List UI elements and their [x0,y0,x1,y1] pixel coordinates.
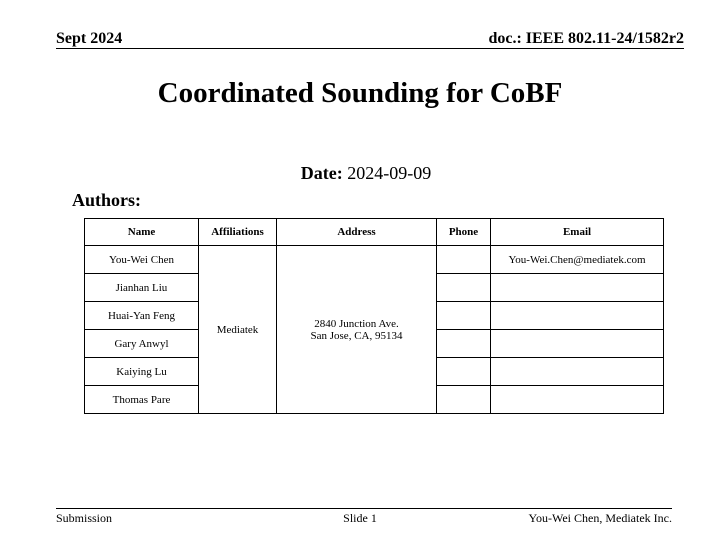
author-email [491,358,664,386]
header-date: Sept 2024 [56,30,123,47]
footer-author: You-Wei Chen, Mediatek Inc. [528,511,672,525]
author-email [491,386,664,414]
author-email [491,330,664,358]
author-phone [437,274,491,302]
author-name: Kaiying Lu [85,358,199,386]
col-header-address: Address [277,219,437,246]
author-phone [437,386,491,414]
author-phone [437,246,491,274]
author-email: You-Wei.Chen@mediatek.com [491,246,664,274]
author-phone [437,330,491,358]
author-name: Thomas Pare [85,386,199,414]
date-label: Date: [300,163,343,183]
footer-submission: Submission [56,511,113,525]
address-line-1: 2840 Junction Ave. [314,317,399,330]
header-divider [56,48,684,49]
col-header-email: Email [491,219,664,246]
author-email [491,274,664,302]
author-address [277,246,437,414]
col-header-phone: Phone [437,219,491,246]
date-line [0,163,720,184]
footer-slide-number: Slide 1 [343,511,377,525]
header-doc-id: doc.: IEEE 802.11-24/1582r2 [488,30,684,47]
author-name: You-Wei Chen [85,246,199,274]
col-header-affiliations: Affiliations [199,219,277,246]
author-name: Jianhan Liu [85,274,199,302]
address-line-2: San Jose, CA, 95134 [310,329,403,342]
date-value: 2024-09-09 [347,163,432,183]
authors-table [84,218,664,414]
footer-divider [56,508,672,509]
author-email [491,302,664,330]
author-name: Gary Anwyl [85,330,199,358]
author-phone [437,358,491,386]
author-affiliation: Mediatek [199,246,277,414]
table-header-row [85,219,664,246]
author-name: Huai-Yan Feng [85,302,199,330]
table-row [85,246,664,274]
authors-label: Authors: [72,190,142,210]
slide-title: Coordinated Sounding for CoBF [157,77,563,109]
author-phone [437,302,491,330]
col-header-name: Name [85,219,199,246]
